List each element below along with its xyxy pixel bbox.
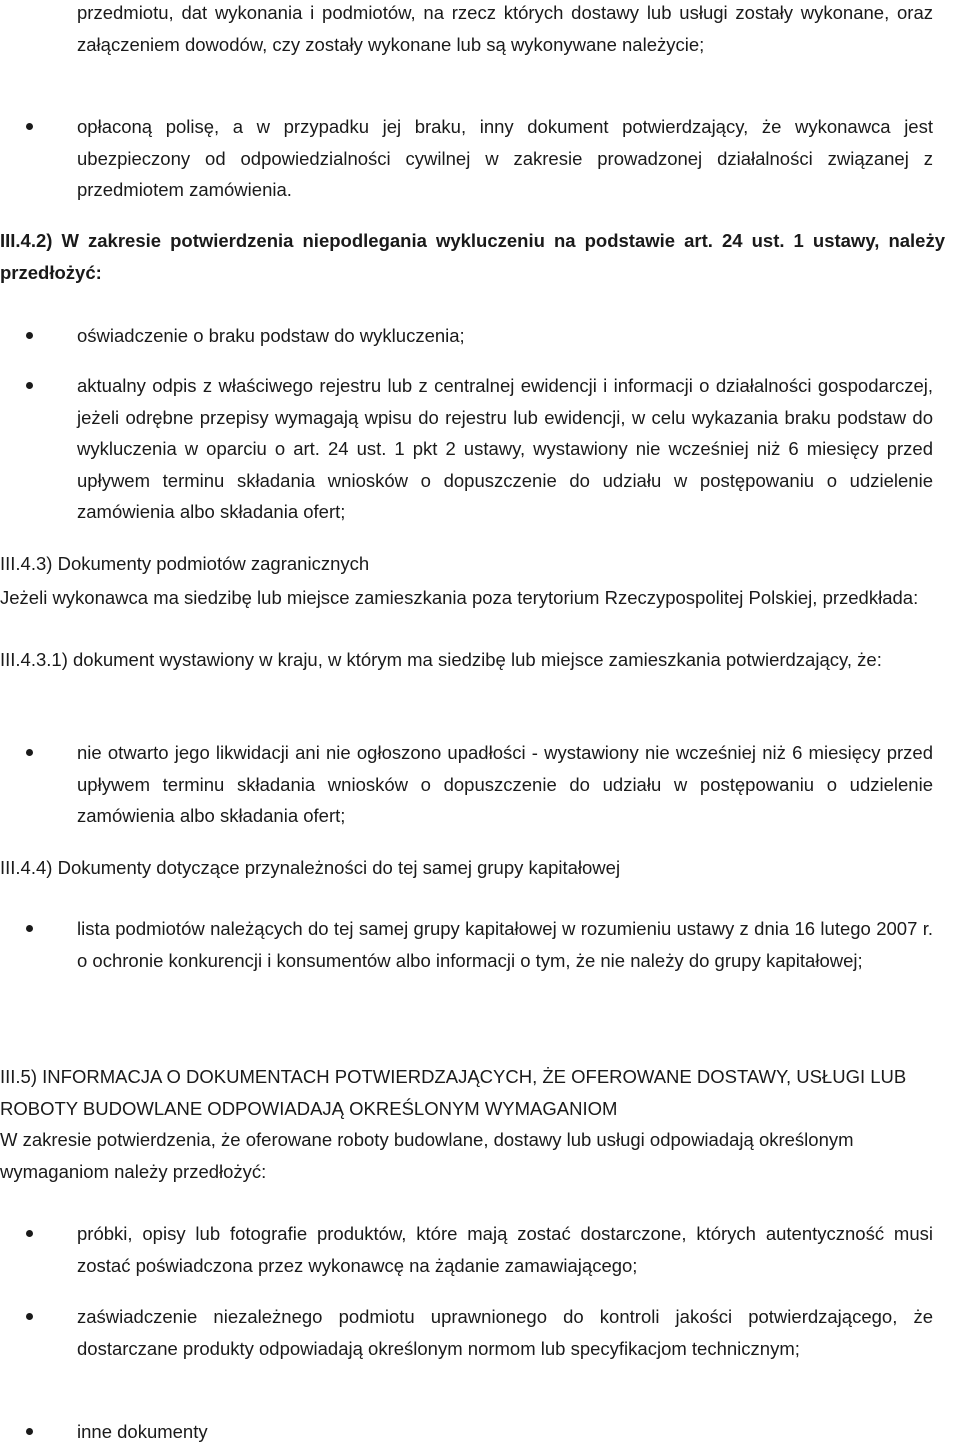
paragraph: W zakresie potwierdzenia, że oferowane roboty budowlane, dostawy lub usługi odpowiadają określonym wymaganiom należy przedłożyć: (0, 1129, 854, 1182)
section-heading-iii-5: III.5) INFORMACJA O DOKUMENTACH POTWIERDZAJĄCYCH, ŻE OFEROWANE DOSTAWY, USŁUGI LUB ROBOTY BUDOWLANE ODPOWIADAJĄ OKREŚLONYM WYMAGANIOM (0, 1066, 907, 1119)
list-item-text: aktualny odpis z właściwego rejestru lub z centralnej ewidencji i informacji o działalności gospodarczej, jeżeli odrębne przepisy wymagają wpisu do rejestru lub ewidencji, w celu wykazania braku podstaw do wykluczenia w oparciu o art. 24 ust. 1 pkt 2 ustawy, wystawiony nie wcześniej niż 6 miesięcy przed upływem terminu składania wniosków o dopuszczenie do udziału w postępowaniu o udzielenie zamówienia albo składania ofert; (77, 375, 933, 522)
list-item-text: opłaconą polisę, a w przypadku jej braku, inny dokument potwierdzający, że wykonawca jest ubezpieczony od odpowiedzialności cywilnej w zakresie prowadzonej działalności związanej z przedmiotem zamówienia. (77, 116, 933, 200)
bullet-icon (26, 1313, 33, 1320)
paragraph: Jeżeli wykonawca ma siedzibę lub miejsce zamieszkania poza terytorium Rzeczypospolitej Polskiej, przedkłada: (0, 587, 919, 608)
list-item-text: oświadczenie o braku podstaw do wykluczenia; (77, 325, 465, 346)
list-item-text: próbki, opisy lub fotografie produktów, które mają zostać dostarczone, których autentyczność musi zostać poświadczona przez wykonawcę na żądanie zamawiającego; (77, 1223, 933, 1276)
list-item-text: inne dokumenty (77, 1421, 208, 1442)
bullet-icon (26, 925, 33, 932)
bullet-icon (26, 749, 33, 756)
section-heading-iii-4-4: III.4.4) Dokumenty dotyczące przynależności do tej samej grupy kapitałowej (0, 857, 621, 878)
list-item-text: lista podmiotów należących do tej samej grupy kapitałowej w rozumieniu ustawy z dnia 16 lutego 2007 r. o ochronie konkurencji i konsumentów albo informacji o tym, że nie należy do grupy kapitałowej; (77, 918, 933, 971)
list-item-text: zaświadczenie niezależnego podmiotu uprawnionego do kontroli jakości potwierdzającego, że dostarczane produkty odpowiadają określonym normom lub specyfikacjom technicznym; (77, 1306, 933, 1359)
bullet-icon (26, 123, 33, 130)
bullet-icon (26, 1428, 33, 1435)
bullet-icon (26, 1230, 33, 1237)
bullet-icon (26, 382, 33, 389)
section-heading-iii-4-2: III.4.2) W zakresie potwierdzenia niepodlegania wykluczeniu na podstawie art. 24 ust. 1 ustawy, należy przedłożyć: (0, 230, 945, 283)
bullet-icon (26, 332, 33, 339)
list-item-text: nie otwarto jego likwidacji ani nie ogłoszono upadłości - wystawiony nie wcześniej niż 6 miesięcy przed upływem terminu składania wniosków o dopuszczenie do udziału w postępowaniu o udzielenie zamówienia albo składania ofert; (77, 742, 933, 826)
paragraph: III.4.3.1) dokument wystawiony w kraju, w którym ma siedzibę lub miejsce zamieszkania potwierdzający, że: (0, 649, 882, 670)
section-heading-iii-4-3: III.4.3) Dokumenty podmiotów zagranicznych (0, 553, 370, 574)
list-item-continuation: przedmiotu, dat wykonania i podmiotów, na rzecz których dostawy lub usługi zostały wykonane, oraz załączeniem dowodów, czy zostały wykonane lub są wykonywane należycie; (77, 2, 933, 55)
